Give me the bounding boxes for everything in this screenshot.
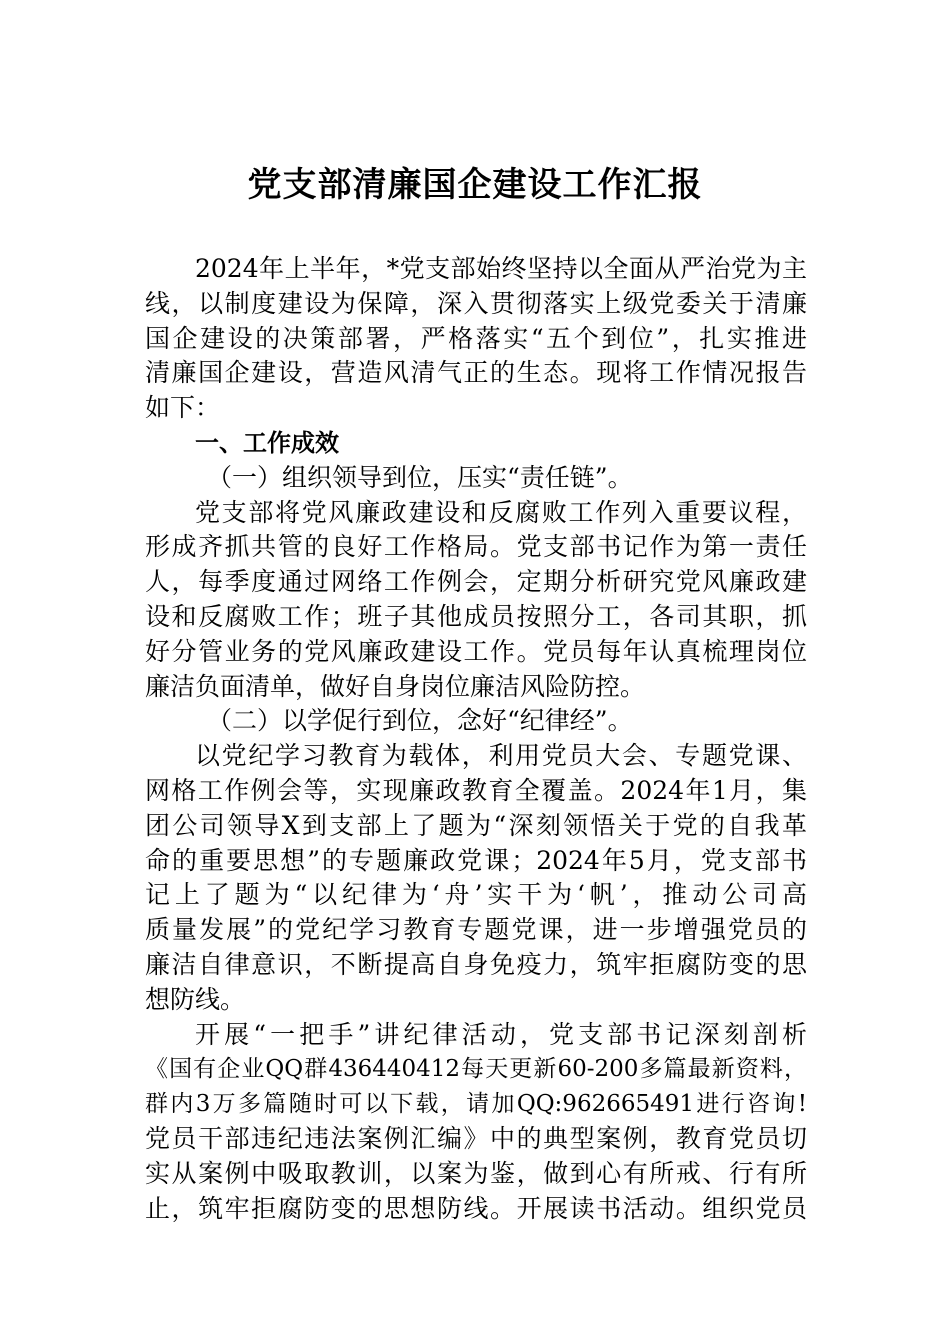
paragraph-line: 好分管业务的党风廉政建设工作。党员每年认真梳理岗位 [145,636,807,666]
paragraph-line: 记上了题为“以纪律为‘舟’实干为‘帆’，推动公司高 [145,880,807,910]
paragraph-line: 廉洁负面清单，做好自身岗位廉洁风险防控。 [145,671,646,701]
paragraph-line: 廉洁自律意识，不断提高自身免疫力，筑牢拒腐防变的思 [145,949,807,979]
document-body [145,252,807,1226]
paragraph-line: 开展“一把手”讲纪律活动，党支部书记深刻剖析 [195,1019,807,1049]
paragraph-line: 质量发展”的党纪学习教育专题党课，进一步增强党员的 [145,915,807,945]
paragraph-line: 想防线。 [145,984,246,1014]
paragraph-line: 团公司领导X到支部上了题为“深刻领悟关于党的自我革 [145,810,807,840]
paragraph-line: 止，筑牢拒腐防变的思想防线。开展读书活动。组织党员 [145,1193,807,1223]
paragraph-line: 命的重要思想”的专题廉政党课；2024年5月，党支部书 [145,845,807,875]
paragraph-line: 党支部将党风廉政建设和反腐败工作列入重要议程， [195,497,807,527]
subsection-heading: （一）组织领导到位，压实“责任链”。 [207,462,633,492]
paragraph-line: 《国有企业QQ群436440412每天更新60-200多篇最新资料， [145,1056,807,1083]
paragraph-line: 群内3万多篇随时可以下载，请加QQ:962665491进行咨询! [145,1091,807,1118]
paragraph-line: 网格工作例会等，实现廉政教育全覆盖。2024年1月，集 [145,775,807,805]
section-heading: 一、工作成效 [195,428,339,457]
paragraph-line: 设和反腐败工作；班子其他成员按照分工，各司其职，抓 [145,601,807,631]
document-title: 党支部清廉国企建设工作汇报 [247,165,703,205]
paragraph-line: 形成齐抓共管的良好工作格局。党支部书记作为第一责任 [145,532,807,562]
paragraph-line: 如下： [145,393,221,423]
paragraph-line: 人，每季度通过网络工作例会，定期分析研究党风廉政建 [145,567,807,597]
paragraph-line: 清廉国企建设，营造风清气正的生态。现将工作情况报告 [145,358,807,388]
paragraph-line: 线，以制度建设为保障，深入贯彻落实上级党委关于清廉 [145,288,807,318]
subsection-heading: （二）以学促行到位，念好“纪律经”。 [207,706,633,736]
paragraph-line: 2024年上半年，*党支部始终坚持以全面从严治党为主 [195,254,807,283]
paragraph-line: 党员干部违纪违法案例汇编》中的典型案例，教育党员切 [145,1123,807,1153]
paragraph-line: 实从案例中吸取教训，以案为鉴，做到心有所戒、行有所 [145,1158,807,1188]
paragraph-line: 以党纪学习教育为载体，利用党员大会、专题党课、 [195,741,807,771]
paragraph-line: 国企建设的决策部署，严格落实“五个到位”，扎实推进 [145,323,807,353]
